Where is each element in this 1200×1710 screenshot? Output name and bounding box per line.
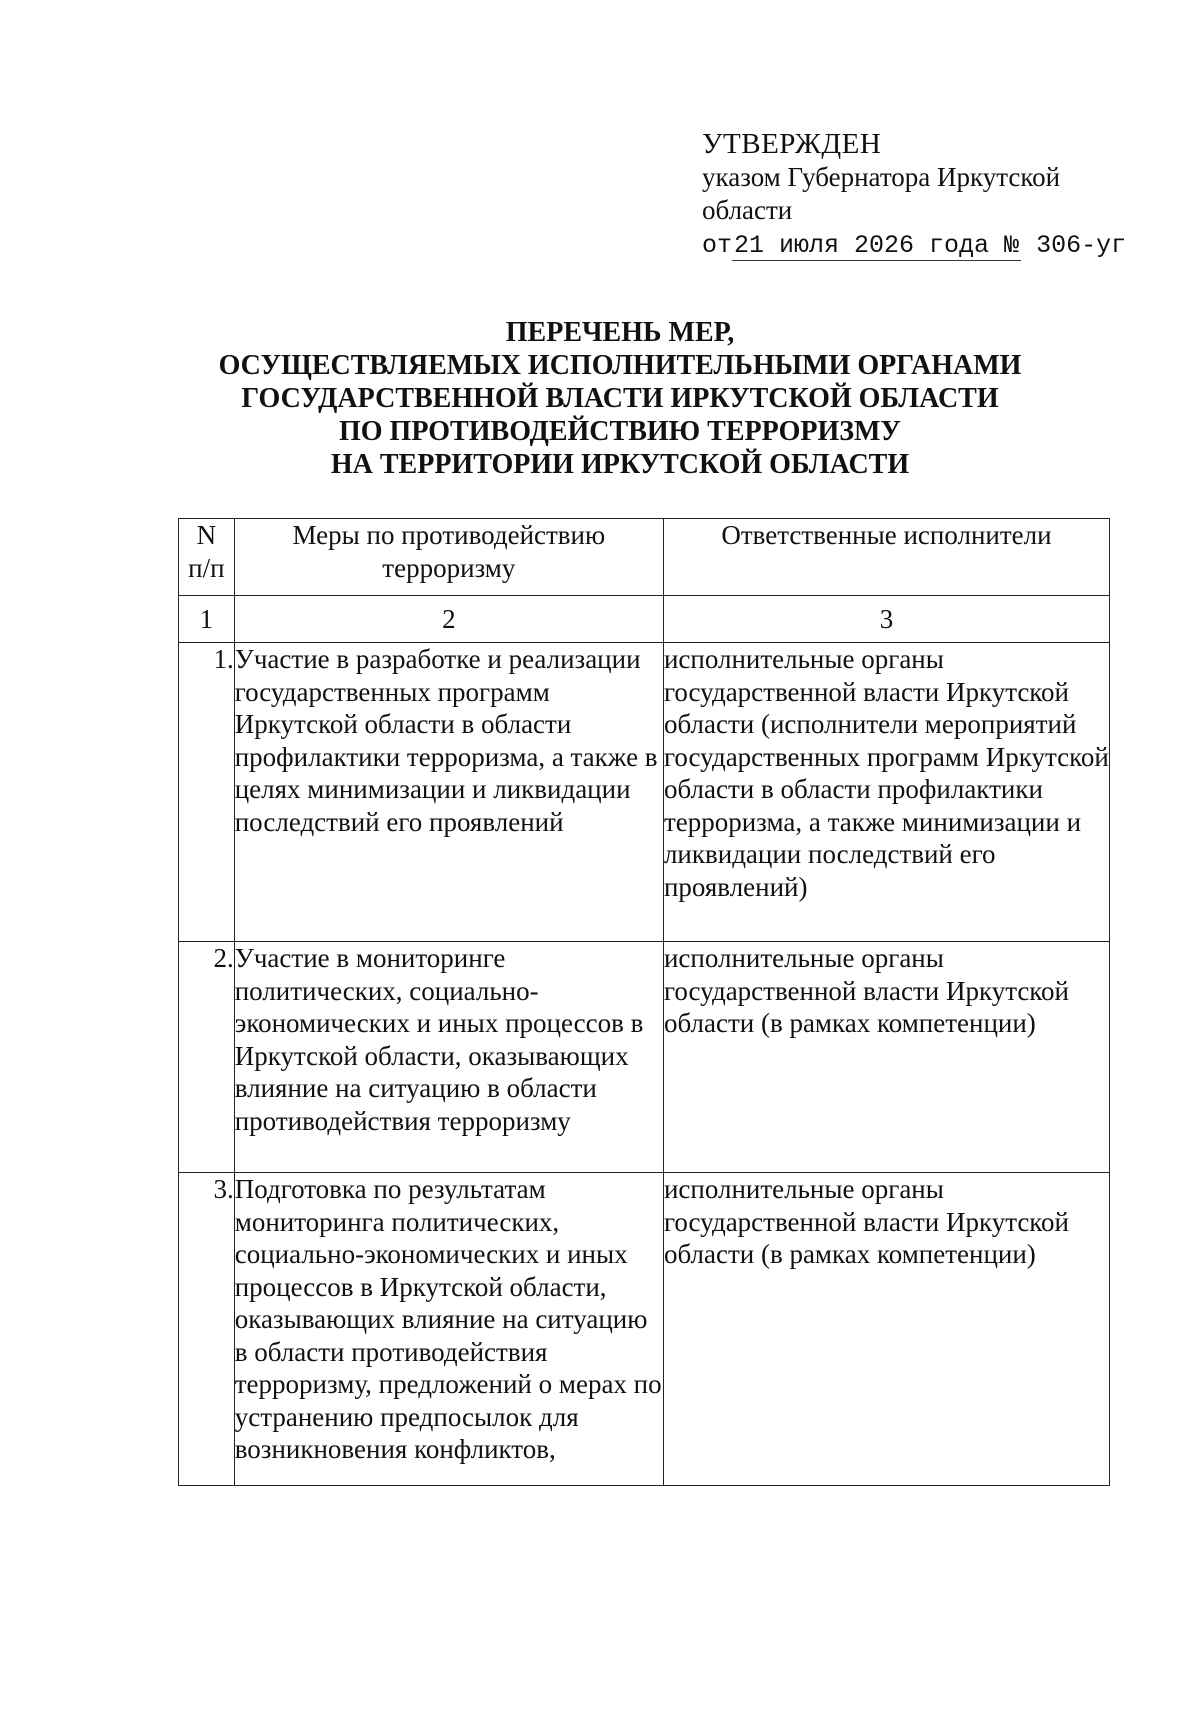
row-number: 3. — [179, 1173, 235, 1486]
approval-date-line — [702, 229, 1162, 262]
row-measure: Участие в мониторинге политических, социально-экономических и иных процессов в Иркутской области, оказывающих влияние на ситуацию в области противодействия терроризму — [234, 942, 663, 1173]
approval-date: 21 июля 2026 года № — [734, 231, 1020, 260]
header-responsible: Ответственные исполнители — [663, 519, 1109, 596]
column-number-row — [179, 596, 1110, 643]
title-line: НА ТЕРРИТОРИИ ИРКУТСКОЙ ОБЛАСТИ — [330, 449, 910, 480]
row-responsible: исполнительные органы государственной власти Иркутской области (исполнители мероприятий государственных программ Иркутской области в области профилактики терроризма, а также минимизации и ликвидации последствий его проявлений) — [663, 643, 1109, 942]
header-number-line2: п/п — [188, 552, 225, 583]
row-responsible: исполнительные органы государственной власти Иркутской области (в рамках компетенции) — [663, 1173, 1109, 1486]
row-measure: Участие в разработке и реализации государственных программ Иркутской области в области профилактики терроризма, а также в целях минимизации и ликвидации последствий его проявлений — [234, 643, 663, 942]
title-line: ГОСУДАРСТВЕННОЙ ВЛАСТИ ИРКУТСКОЙ ОБЛАСТИ — [241, 383, 999, 414]
table-row — [179, 1173, 1110, 1486]
header-number — [179, 519, 235, 596]
column-number: 1 — [179, 596, 235, 643]
column-number: 3 — [663, 596, 1109, 643]
header-measures: Меры по противодействию терроризму — [234, 519, 663, 596]
title-line: ПЕРЕЧЕНЬ МЕР, — [505, 317, 735, 348]
table-header-row — [179, 519, 1110, 596]
table-row — [179, 643, 1110, 942]
approval-decree-line: указом Губернатора Иркутской — [702, 162, 1061, 192]
row-number: 2. — [179, 942, 235, 1173]
approval-number: 306-уг — [1036, 231, 1127, 260]
title-line: ПО ПРОТИВОДЕЙСТВИЮ ТЕРРОРИЗМУ — [339, 416, 901, 447]
row-measure: Подготовка по результатам мониторинга политических, социально-экономических и иных процессов в Иркутской области, оказывающих влияние на ситуацию в области противодействия терроризму, предложений о мерах по устранению предпосылок для возникновения конфликтов, — [234, 1173, 663, 1486]
measures-table — [178, 518, 1110, 1486]
title-line: ОСУЩЕСТВЛЯЕМЫХ ИСПОЛНИТЕЛЬНЫМИ ОРГАНАМИ — [218, 350, 1022, 381]
approval-date-prefix: от — [702, 231, 733, 260]
table-row — [179, 942, 1110, 1173]
approval-stamp: УТВЕРЖДЕН — [702, 128, 882, 160]
row-number: 1. — [179, 643, 235, 942]
header-number-line1: N — [196, 520, 217, 550]
approval-block — [702, 128, 1162, 262]
document-title — [160, 316, 1080, 481]
row-responsible: исполнительные органы государственной власти Иркутской области (в рамках компетенции) — [663, 942, 1109, 1173]
approval-region-line: области — [702, 195, 793, 225]
column-number: 2 — [234, 596, 663, 643]
